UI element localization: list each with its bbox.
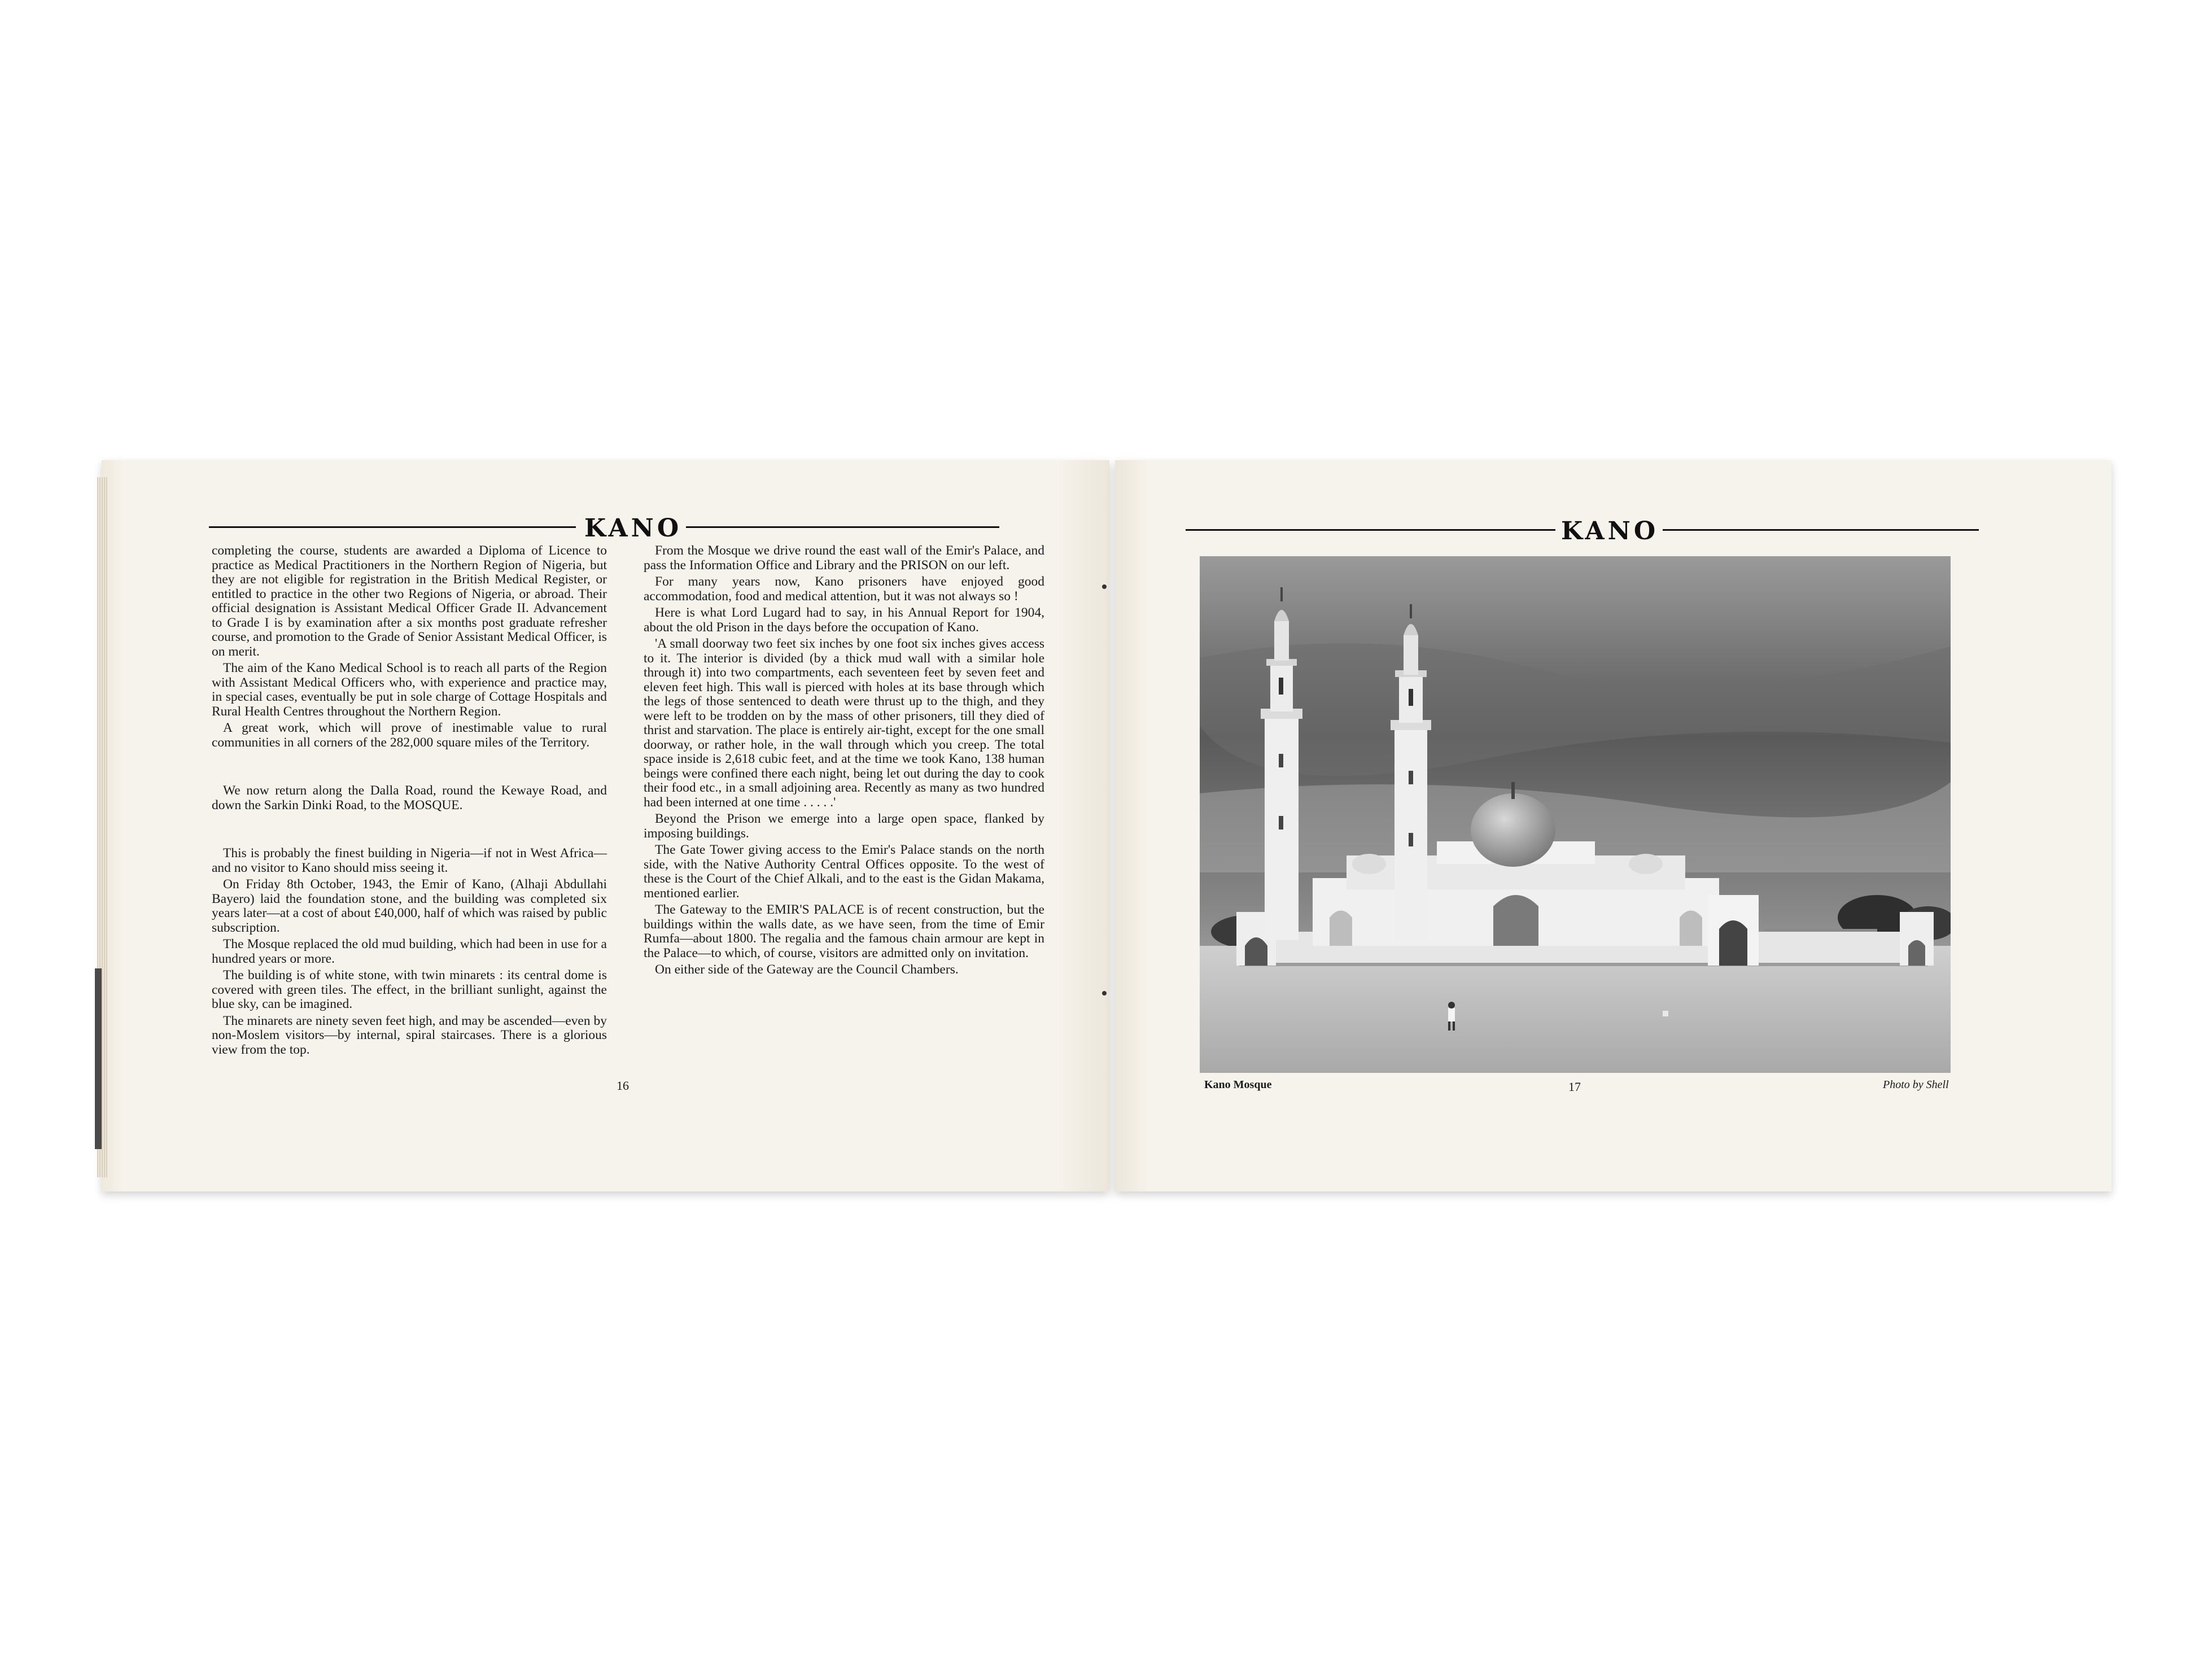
photo-caption: Kano Mosque [1204,1079,1272,1091]
header-title: KANO [1561,517,1659,545]
header-rule-left [1186,529,1555,531]
paragraph: The Gateway to the EMIR'S PALACE is of recent construction, but the buildings within the walls date, as we have seen, from the time of Emir Rumfa—about 1800. The regalia and the famous chain armour are kept in the Palace—to which, of course, visitors are admitted only on invitation. [644,902,1044,961]
left-page [102,460,1109,1191]
paragraph: The Gate Tower giving access to the Emir's Palace stands on the north side, with the Native Authority Central Offices opposite. To the west of these is the Court of the Chief Alkali, and to the east is the Gidan Makama, mentioned earlier. [644,842,1044,901]
paragraph: For many years now, Kano prisoners have enjoyed good accommodation, food and medical attention, but it was not always so ! [644,574,1044,604]
quote-paragraph: 'A small doorway two feet six inches by one foot six inches gives access to it. The interior is divided (by a thick mud wall with a similar hole through it) into two compartments, each seventeen feet by seven feet and eleven feet high. This wall is pierced with holes at its base through which the legs of those sentenced to death were thrust up to the thigh, and they were left to be trodden on by the mass of other prisoners, till they died of thrist and starvation. The place is entirely air-tight, except for the one small doorway, or rather hole, in the wall through which you creep. The total space inside is 2,618 cubic feet, and at the time we took Kano, 138 human beings were confined there each night, being let out during the day to cook their food etc., in a small adjoining area. Recently as many as two hundred had been interned at one time . . . . .' [644,636,1044,810]
page-number: 16 [617,1079,629,1093]
mosque-photo [1200,556,1951,1073]
paragraph: On either side of the Gateway are the Council Chambers. [655,962,959,977]
staple-hole [1102,991,1107,996]
paragraph: Here is what Lord Lugard had to say, in his Annual Report for 1904, about the old Prison in the days before the occupation of Kano. [644,605,1044,635]
paragraph: The minarets are ninety seven feet high, and may be ascended—even by non-Moslem visitors—by internal, spiral staircases. There is a glorious view from the top. [212,1013,607,1057]
paragraph: Beyond the Prison we emerge into a large open space, flanked by imposing buildings. [644,811,1044,841]
paragraph: This is probably the finest building in Nigeria—if not in West Africa—and no visitor to Kano should miss seeing it. [212,846,607,875]
left-page-header [209,514,999,543]
photo-credit: Photo by Shell [1883,1079,1949,1091]
paragraph: completing the course, students are awarded a Diploma of Licence to practice as Medical Practitioners in the Northern Region of Nigeria, but they are not eligible for registration in the British Medical Register, or entitled to practice in the other two Regions of Nigeria, or abroad. Their official designation is Assistant Medical Officer Grade II. Advancement to Grade I is by examination after a six months post graduate refresher course, and promotion to the Grade of Senior Assistant Medical Officer, is on merit. [212,543,607,659]
header-rule-right [686,526,999,528]
text-column-2 [644,544,1044,980]
paragraph: We now return along the Dalla Road, round the Kewaye Road, and down the Sarkin Dinki Road, to the MOSQUE. [212,783,607,813]
paragraph: The aim of the Kano Medical School is to reach all parts of the Region with Assistant Medical Officers who, with experience and practice may, in special cases, eventually be put in sole charge of Cottage Hospitals and Rural Health Centres throughout the Northern Region. [212,661,607,719]
mosque-photo-drawing [1200,556,1951,1073]
right-page [1115,460,2112,1191]
header-rule-left [209,526,576,528]
paragraph: The building is of white stone, with twin minarets : its central dome is covered with green tiles. The effect, in the brilliant sunlight, against the blue sky, can be imagined. [212,968,607,1011]
paragraph: From the Mosque we drive round the east wall of the Emir's Palace, and pass the Information Office and Library and the PRISON on our left. [644,543,1044,573]
paragraph: The Mosque replaced the old mud building, which had been in use for a hundred years or more. [212,937,607,966]
paragraph: A great work, which will prove of inestimable value to rural communities in all corners of the 282,000 square miles of the Territory. [212,721,607,750]
staple-hole [1102,584,1107,589]
paragraph: On Friday 8th October, 1943, the Emir of Kano, (Alhaji Abdullahi Bayero) laid the foundation stone, and the building was completed six years later—at a cost of about £40,000, half of which was raised by public subscription. [212,877,607,935]
text-column-1 [212,544,607,1059]
header-title: KANO [584,514,683,543]
page-number: 17 [1568,1080,1581,1094]
header-rule-right [1663,529,1979,531]
open-booklet [102,460,2112,1194]
cover-edge [95,968,102,1149]
right-page-header [1186,517,1979,545]
